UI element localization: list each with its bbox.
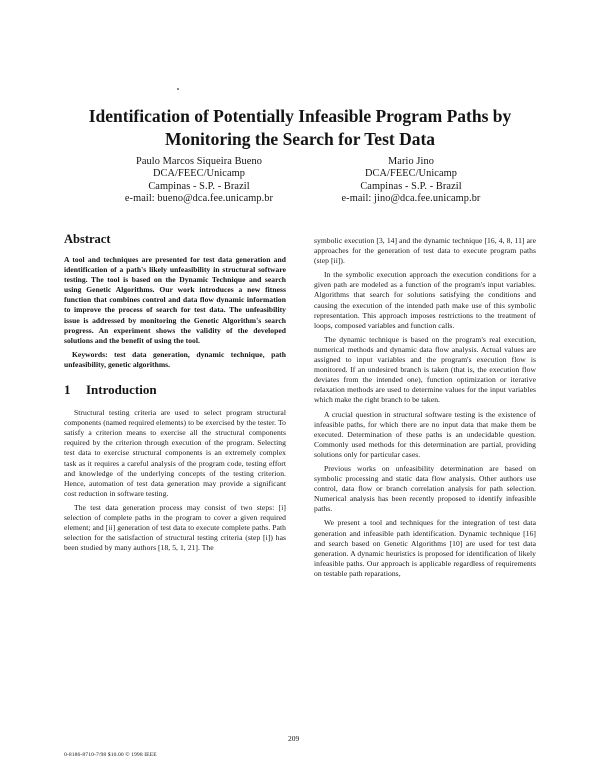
author-email: e-mail: jino@dca.fee.unicamp.br (341, 193, 481, 205)
intro-paragraph: The test data generation process may consist of two steps: [i] selection of complete paths in the program to cover a given required element; and [ii] generation of test data to execute complete paths. Path selection for the satisfaction of structural testing criteria (step [i]) has been studied by many authors [18, 5, 1, 21]. The (64, 502, 286, 553)
author-email: e-mail: bueno@dca.fee.unicamp.br (124, 193, 274, 205)
section-number: 1 (64, 382, 71, 398)
body-paragraph: symbolic execution [3, 14] and the dynamic technique [16, 4, 8, 11] are approaches for the generation of test data to execute program paths (step [ii]). (314, 236, 536, 266)
author-name: Mario Jino (388, 156, 434, 167)
title-line-2: Monitoring the Search for Test Data (164, 129, 436, 149)
author-name: Paulo Marcos Siqueira Bueno (136, 156, 262, 167)
body-paragraph: A crucial question in structural software testing is the existence of infeasible paths, for which there are no input data that make them be executed. Determination of these paths is an undecidable question. Commonly used methods for this determination are partial, providing solutions only for particular cases. (314, 409, 536, 459)
paper-title (40, 105, 560, 151)
keywords: Keywords: test data generation, dynamic technique, path unfeasibility, genetic algorithms. (64, 349, 286, 369)
author-location: Campinas - S.P. - Brazil (148, 180, 250, 192)
left-column (64, 232, 286, 553)
abstract-heading: Abstract (64, 232, 111, 246)
intro-paragraph: Structural testing criteria are used to select program structural components (named required elements) to be exercised by the tester. To satisfy a criterion means to exercise all the structural components required by the criterion through execution of the program. Selecting test data to exercise structural components is an extremely complex task as it requires a careful analysis of the program code, testing effort and knowledge of the underlying concepts of the testing criterion. Hence, automation of test data generation may provide a significant cost reduction in software testing. (64, 408, 286, 498)
body-paragraph: Previous works on unfeasibility determination are based on symbolic processing and static data flow analysis. Other authors use control, data flow or branch correlation analysis for path selection. Numerical analysis has been recently proposed to identify infeasible paths. (314, 463, 536, 514)
author-block-1 (88, 156, 310, 206)
author-block-2 (300, 156, 522, 206)
right-column (314, 236, 536, 579)
section-title: Introduction (86, 382, 157, 398)
page-number: 209 (288, 734, 300, 743)
author-affiliation: DCA/FEEC/Unicamp (365, 168, 457, 180)
body-paragraph: The dynamic technique is based on the program's real execution, numerical methods and dynamic data flow analysis. Actual values are assigned to input variables and the program's execution flow is monitored. If an undesired branch is taken (that is, the execution flow deviates from the intended one), function optimization or iterative relaxation methods are used to determine values for the input variables which make the right branch to be taken. (314, 334, 536, 405)
title-line-1: Identification of Potentially Infeasible Program Paths by (88, 106, 512, 126)
stray-mark (177, 88, 179, 90)
abstract-text: A tool and techniques are presented for test data generation and identification of a path's likely unfeasibility in structural software testing. The tool is based on the Dynamic Technique and search using Genetic Algorithms. Our work introduces a new fitness function that combines control and data flow dynamic information to improve the process of search for test data. The unfeasibility issue is addressed by monitoring the Genetic Algorithm's search progress. An experiment shows the validity of the developed solutions and the benefit of using the tool. (64, 255, 286, 345)
section-heading (64, 382, 286, 398)
body-paragraph: In the symbolic execution approach the execution conditions for a given path are modeled as a function of the program's input variables. Algorithms that search for solutions satisfying the conditions and causing the execution of the intended path make use of this symbolic representation. This approach imposes restrictions to the treatment of loops, composed variables and function calls. (314, 270, 536, 330)
author-affiliation: DCA/FEEC/Unicamp (153, 168, 245, 180)
copyright-line: 0-8186-8710-7/98 $10.00 © 1998 IEEE (64, 752, 157, 758)
author-location: Campinas - S.P. - Brazil (360, 180, 462, 192)
body-paragraph: We present a tool and techniques for the integration of test data generation and infeasible path identification. Dynamic technique [16] and search based on Genetic Algorithms [10] are used for test data generation. A dynamic heuristics is proposed for identification of likely infeasible paths. Our approach is applicable regardless of requirements on testable path reparations, (314, 518, 536, 578)
